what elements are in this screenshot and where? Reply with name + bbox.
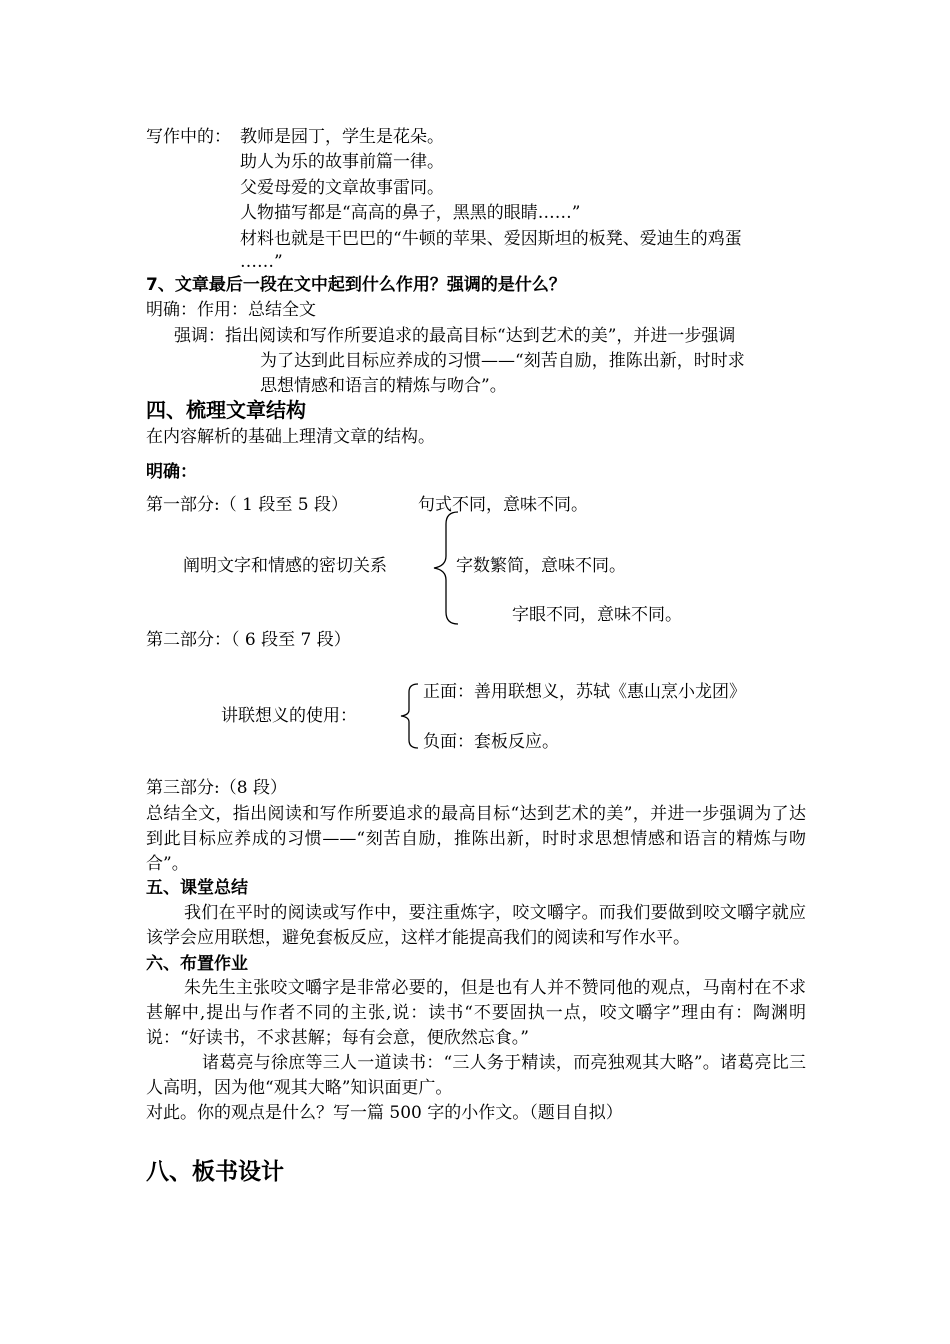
example-line: 教师是园丁，学生是花朵。 bbox=[240, 127, 444, 147]
section-6-assignment: 对此。你的观点是什么？写一篇 500 字的小作文。（题目自拟） bbox=[146, 1103, 623, 1123]
part-1-branch: 句式不同，意味不同。 bbox=[418, 495, 588, 515]
part-1-branch: 字眼不同，意味不同。 bbox=[512, 605, 682, 625]
section-5-title: 五、课堂总结 bbox=[146, 878, 248, 898]
example-line: 助人为乐的故事前篇一律。 bbox=[240, 152, 444, 172]
section-4-title: 四、梳理文章结构 bbox=[146, 398, 306, 422]
section-8-title: 八、板书设计 bbox=[146, 1159, 284, 1185]
part-2-heading: 第二部分：（ 6 段至 7 段） bbox=[146, 630, 351, 650]
section-4-intro: 在内容解析的基础上理清文章的结构。 bbox=[146, 427, 435, 447]
section-6-paragraph: 朱先生主张咬文嚼字是非常必要的，但是也有人并不赞同他的观点，马南村在不求甚解中,提出与作者不同的主张,说：读书“不要固执一点，咬文嚼字”理由有：陶渊明说：“好读书，不求甚解；每有会意，便欣然忘食。” bbox=[146, 978, 806, 1048]
answer-emphasis-line: 为了达到此目标应养成的习惯——“刻苦自励，推陈出新，时时求 bbox=[260, 351, 745, 371]
part-2-center: 讲联想义的使用： bbox=[221, 706, 357, 726]
example-line: 人物描写都是“高高的鼻子，黑黑的眼睛……” bbox=[240, 203, 581, 223]
part-2-brace bbox=[398, 682, 426, 750]
example-line: 材料也就是干巴巴的“牛顿的苹果、爱因斯坦的板凳、爱迪生的鸡蛋 bbox=[240, 229, 742, 249]
part-1-heading: 第一部分:（ 1 段至 5 段） bbox=[146, 495, 348, 515]
question-7: 7、文章最后一段在文中起到什么作用？强调的是什么？ bbox=[146, 275, 566, 295]
answer-emphasis-line: 强调：指出阅读和写作所要追求的最高目标“达到艺术的美”，并进一步强调 bbox=[174, 326, 736, 346]
example-line: 父爱母爱的文章故事雷同。 bbox=[240, 178, 444, 198]
section-6-paragraph: 诸葛亮与徐庶等三人一道读书：“三人务于精读，而亮独观其大略”。诸葛亮比三人高明，因为他“观其大略”知识面更广。 bbox=[146, 1053, 806, 1098]
section-6-title: 六、布置作业 bbox=[146, 954, 248, 974]
answer-function: 明确：作用：总结全文 bbox=[146, 300, 316, 320]
answer-emphasis-line: 思想情感和语言的精炼与吻合”。 bbox=[260, 376, 507, 396]
part-2-branch: 正面：善用联想义，苏轼《惠山烹小龙团》 bbox=[423, 682, 746, 702]
part-1-center: 阐明文字和情感的密切关系 bbox=[183, 556, 387, 576]
part-1-branch: 字数繁简，意味不同。 bbox=[456, 556, 626, 576]
writing-examples-prefix: 写作中的： bbox=[146, 127, 231, 147]
section-4-label: 明确： bbox=[146, 462, 197, 482]
section-5-text: 我们在平时的阅读或写作中，要注重炼字，咬文嚼字。而我们要做到咬文嚼字就应该学会应用联想，避免套板反应，这样才能提高我们的阅读和写作水平。 bbox=[146, 903, 806, 948]
part-3-heading: 第三部分:（8 段） bbox=[146, 778, 287, 798]
part-3-text: 总结全文，指出阅读和写作所要追求的最高目标“达到艺术的美”，并进一步强调为了达到此目标应养成的习惯——“刻苦自励，推陈出新，时时求思想情感和语言的精炼与吻合”。 bbox=[146, 804, 806, 874]
example-line: ……” bbox=[240, 252, 283, 272]
part-2-branch: 负面：套板反应。 bbox=[423, 732, 559, 752]
